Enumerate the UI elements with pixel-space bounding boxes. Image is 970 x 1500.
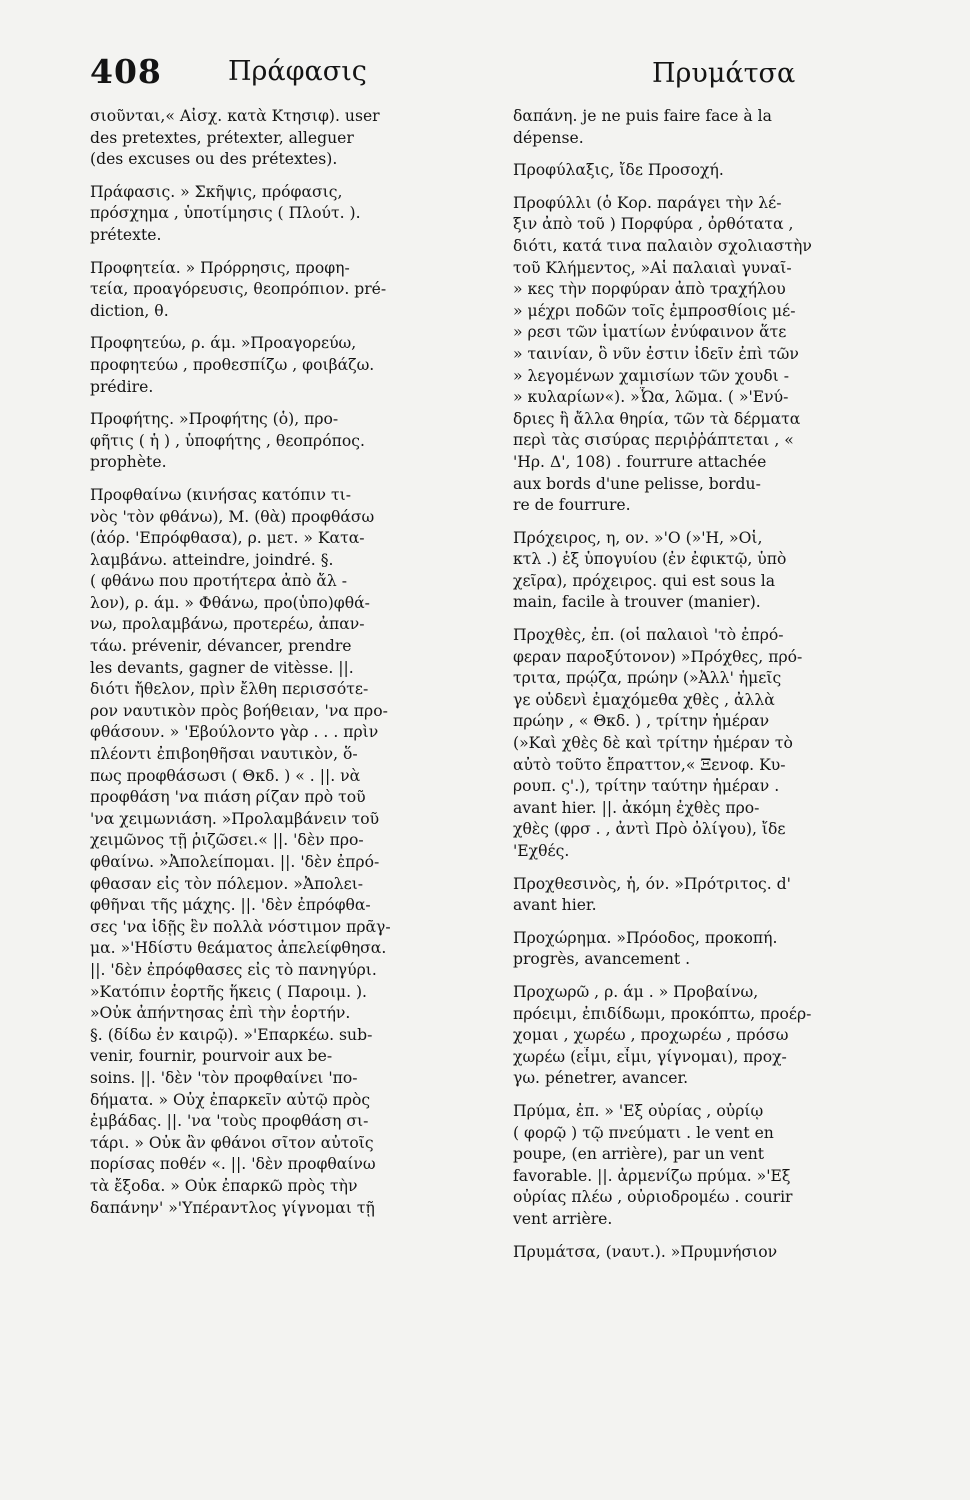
text-line: progrès, avancement . [513,950,691,969]
text-line: prédire. [90,377,154,396]
text-line: πρόειμι, ἐπιδίδωμι, προκόπτω, προέρ- [513,1004,812,1023]
text-line: Προφητεία. » Πρόρρησις, προφη- [90,258,350,277]
text-line: γω. pénetrer, avancer. [513,1069,689,1088]
text-line: Προχωρῶ , ρ. άμ . » Προβαίνω, [513,982,759,1001]
text-line: Προφητεύω, ρ. άμ. »Προαγορεύω, [90,334,357,353]
text-line: δήματα. » Οὐχ ἐπαρκεῖν αὐτῷ πρὸς [90,1090,371,1109]
text-line: προφθάση 'να πιάση ρίζαν πρὸ τοῦ [90,788,366,807]
entry-separator [90,474,470,485]
text-line: prophète. [90,453,167,472]
text-line: προφητεύω , προθεσπίζω , φοιβάζω. [90,355,375,374]
text-line: main, facile à trouver (manier). [513,593,761,612]
text-line: χθὲς (φρσ . , ἀντὶ Πρὸ ὀλίγου), ἴδε [513,820,786,839]
entry-separator [513,517,893,528]
text-line: vent arrière. [513,1209,613,1228]
text-line: ἐμβάδας. ||. 'να 'τοὺς προφθάση σι- [90,1112,369,1131]
entry-separator [513,614,893,625]
text-line: τὰ ἔξοδα. » Οὐκ ἐπαρκῶ πρὸς τὴν [90,1176,358,1195]
entry-separator [90,398,470,409]
text-line: τάω. prévenir, dévancer, prendre [90,637,352,656]
entry-separator [513,971,893,982]
text-line: χειμῶνος τῇ ῥιζῶσει.« ||. 'δὲν προ- [90,831,364,850]
text-line: ρον ναυτικὸν πρὸς βοήθειαν, 'να προ- [90,701,388,720]
text-line: Προχώρημα. »Πρόοδος, προκοπή. [513,928,778,947]
text-line: αὐτὸ τοῦτο ἔπραττον,« Ξενοφ. Κυ- [513,755,786,774]
text-line: φθαίνω. »Ἀπολείπομαι. ||. 'δὲν ἐπρό- [90,853,380,871]
left-column [90,106,470,1219]
text-line: diction, θ. [90,301,169,320]
text-line: Προφήτης. »Προφήτης (ὁ), προ- [90,410,339,429]
text-line: λαμβάνω. atteindre, joindré. §. [90,550,334,569]
text-line: venir, fournir, pourvoir aux be- [90,1047,333,1066]
text-line: favorable. ||. ἀρμενίζω πρύμα. »'Εξ [513,1166,791,1185]
text-line: ξιν ἀπὸ τοῦ ) Πορφύρα , ὀρθότατα , [513,215,794,234]
text-line: Προχθὲς, ἐπ. (οἱ παλαιοὶ 'τὸ ἐπρό- [513,626,784,645]
entry-separator [90,322,470,333]
text-line: οὐρίας πλέω , οὐριοδρομέω . courir [513,1188,793,1207]
text-line: δαπάνη. je ne puis faire face à la [513,107,772,125]
text-line: Πρυμάτσα, (ναυτ.). »Πρυμνήσιον [513,1242,778,1261]
text-line: 'να χειμωνιάση. »Προλαμβάνειν τοῦ [90,809,380,828]
entry-separator [513,1231,893,1242]
text-line: περὶ τὰς σισύρας περιῤῥάπτεται , « [513,431,794,450]
text-line: τεία, προαγόρευσις, θεοπρόπιον. pré- [90,280,387,299]
text-line: Προφύλλι (ὁ Κορ. παράγει τὴν λέ- [513,193,782,212]
text-line: Προχθεσινὸς, ἡ, όν. »Πρότριτος. d' [513,874,791,893]
text-line: χωρέω (εἶμι, εἶμι, γίγνομαι), προχ- [513,1047,787,1066]
text-line: τάρι. » Οὐκ ἂν φθάνοι σῖτον αὐτοῖς [90,1133,374,1152]
text-line: (ἀόρ. 'Επρόφθασα), ρ. μετ. » Κατα- [90,529,365,548]
text-line: δριες ἢ ἄλλα θηρία, τῶν τὰ δέρματα [513,409,801,428]
text-line: δαπάνην' »'Υπέραντλος γίγνομαι τῇ [90,1198,375,1217]
text-line: aux bords d'une pelisse, bordu- [513,474,761,493]
text-line: » λεγομένων χαμισίων τῶν χουδι - [513,366,789,385]
text-line: poupe, (en arrière), par un vent [513,1145,765,1164]
text-line: (des excuses ou des prétextes). [90,150,338,169]
text-line: Πράφασις. » Σκῆψις, πρόφασις, [90,182,343,201]
text-line: »Οὐκ ἀπήντησας ἐπὶ τὴν ἑορτήν. [90,1004,351,1023]
text-line: §. (δίδω ἐν καιρῷ). »'Επαρκέω. sub- [90,1025,373,1044]
entry-separator [513,182,893,193]
text-line: πρόσχημα , ὑποτίμησις ( Πλούτ. ). [90,204,361,223]
text-line: » κυλαρίων«). »Ὦα, λῶμα. ( »'Ενύ- [513,388,789,407]
text-line: σες 'να ἰδῇς ἓν πολλὰ νόστιμον πρᾶγ- [90,917,391,936]
page-number: 408 [90,52,162,91]
text-line: νω, προλαμβάνω, προτερέω, ἀπαν- [90,615,365,634]
text-line: κτλ .) ἐξ ὑπογυίου (ἐν ἐφικτῷ, ὑπὸ [513,550,787,569]
text-line: φθῆναι τῆς μάχης. ||. 'δὲν ἐπρόφθα- [90,896,371,915]
text-line: Προφύλαξις, ἴδε Προσοχή. [513,161,724,180]
text-line: χομαι , χωρέω , προχωρέω , πρόσω [513,1026,789,1045]
entry-separator [513,917,893,928]
text-line: τριτα, πρῴζα, πρώην (»Ἀλλ' ἡμεῖς [513,669,782,688]
text-line: avant hier. ||. ἀκόμη ἐχθὲς προ- [513,798,760,817]
text-line: χεῖρα), πρόχειρος. qui est sous la [513,571,776,590]
text-line: (»Καὶ χθὲς δὲ καὶ τρίτην ἡμέραν τὸ [513,734,793,753]
entry-separator [513,149,893,160]
text-line: λον), ρ. άμ. » Φθάνω, προ(ὑπο)φθά- [90,593,370,612]
entry-separator [513,1090,893,1101]
text-line: πως προφθάσωσι ( Θκδ. ) « . ||. νὰ [90,766,361,785]
text-line: les devants, gagner de vitèsse. ||. [90,658,354,677]
text-line: » μέχρι ποδῶν τοῖς ἐμπροσθίοις μέ- [513,301,796,320]
text-line: » ταινίαν, ὃ νῦν ἐστιν ἰδεῖν ἐπὶ τῶν [513,344,799,363]
text-line: avant hier. [513,896,597,915]
text-line: ( φορῷ ) τῷ πνεύματι . le vent en [513,1123,774,1142]
text-line: ||. 'δὲν ἐπρόφθασες εἰς τὸ πανηγύρι. [90,960,377,979]
text-line: μα. »'Ηδίστυ θεάματος ἀπελείφθησα. [90,939,387,958]
text-line: φεραν παροξύτονον) »Πρόχθες, πρό- [513,647,803,666]
text-line: 'Ηρ. Δ', 108) . fourrure attachée [513,452,767,471]
text-line: » κες τὴν πορφύραν ἀπὸ τραχήλου [513,280,786,299]
text-line: » ρεσι τῶν ἱματίων ἐνύφαινον ἅτε [513,323,787,342]
running-head-right: Πρυμάτσα [652,58,796,89]
running-head-left: Πράφασις [228,56,367,87]
text-line: φθάσουν. » 'Εβούλοντο γὰρ . . . πρὶν [90,723,379,742]
text-line: 'Εχθές. [513,842,570,860]
text-line: »Κατόπιν ἑορτῆς ἥκεις ( Παροιμ. ). [90,982,368,1001]
text-line: πρώην , « Θκδ. ) , τρίτην ἡμέραν [513,712,770,731]
entry-separator [90,171,470,182]
text-line: Προφθαίνω (κινήσας κατόπιν τι- [90,485,351,504]
entry-separator [513,863,893,874]
text-line: διότι ἤθελον, πρὶν ἔλθη περισσότε- [90,680,369,699]
text-line: φθασαν εἰς τὸν πόλεμον. »Ἀπολει- [90,874,364,893]
text-line: dépense. [513,128,584,147]
right-column [513,106,893,1263]
text-line: γε οὐδενὶ ἐμαχόμεθα χθὲς , ἀλλὰ [513,690,775,709]
entry-separator [90,247,470,258]
text-line: prétexte. [90,225,162,244]
text-line: διότι, κατά τινα παλαιὸν σχολιαστὴν [513,236,812,255]
text-line: τοῦ Κλήμεντος, »Αἱ παλαιαὶ γυναῖ- [513,258,792,277]
page-header [0,52,970,102]
text-line: re de fourrure. [513,496,631,515]
text-line: φῆτις ( ἡ ) , ὑποφήτης , θεοπρόπος. [90,431,365,450]
text-line: soins. ||. 'δὲν 'τὸν προφθαίνει 'πο- [90,1068,358,1087]
text-line: ( φθάνω που προτήτερα ἀπὸ ἄλ - [90,572,347,591]
text-line: σιοῦνται,« Αἰσχ. κατὰ Κτησιφ). user [90,107,380,125]
text-line: πλέοντι ἐπιβοηθῆσαι ναυτικὸν, ὅ- [90,745,358,764]
text-line: ρουπ. ς'.), τρίτην ταύτην ἡμέραν . [513,777,780,796]
text-line: πορίσας ποθέν «. ||. 'δὲν προφθαίνω [90,1155,376,1174]
text-line: des pretextes, prétexter, alleguer [90,128,354,147]
text-line: Πρύμα, ἐπ. » 'Εξ οὐρίας , οὐρίῳ [513,1101,764,1120]
text-line: Πρόχειρος, η, ον. »'Ο (»'Η, »Οἱ, [513,528,763,547]
text-line: νὸς 'τὸν φθάνω), M. (θὰ) προφθάσω [90,507,375,526]
